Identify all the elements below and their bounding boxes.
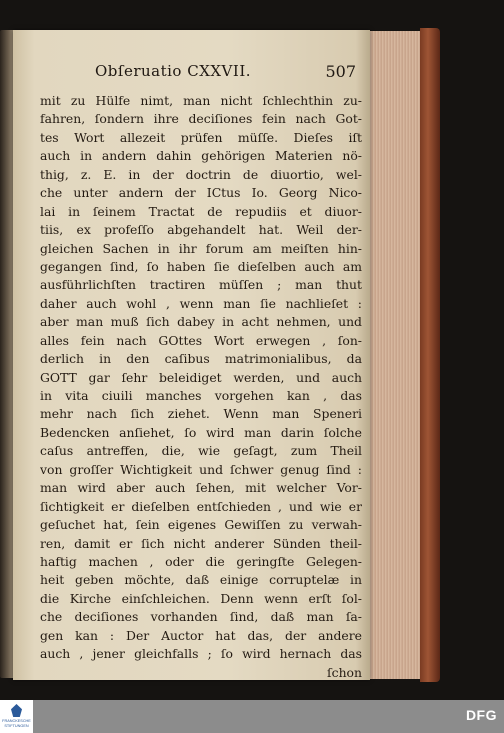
- text-line: gen kan : Der Auctor hat das, der andere: [40, 627, 362, 643]
- header-title: Obſeruatio CXXVII.: [95, 62, 252, 80]
- text-line: man wird aber auch ſehen, mit welcher Vor-: [40, 480, 362, 496]
- text-line: daher auch wohl , wenn man ſie nachlieſet :: [40, 295, 362, 311]
- text-line: che unter andern der ICtus Io. Georg Nico-: [40, 185, 362, 201]
- text-line: gegangen ſind, ſo haben ſie dieſelben auch am: [40, 258, 362, 274]
- text-line: mit zu Hülfe nimt, man nicht ſchlechthin zu-: [40, 93, 362, 108]
- text-line: aber man muß ſich dabey in acht nehmen, und: [40, 314, 362, 330]
- text-line: mehr nach ſich ziehet. Wenn man Speneri: [40, 406, 362, 422]
- footer-bar: [0, 700, 504, 733]
- book-cover: [420, 28, 440, 682]
- text-line: haftig machen , oder die geringſte Gelegen-: [40, 553, 362, 569]
- running-header: [30, 62, 360, 84]
- text-line: fahren, ſondern ihre deciſiones fein nach Got-: [40, 111, 362, 127]
- dfg-logo: DFG: [465, 707, 497, 723]
- text-line: auch , jener gleichfalls ; ſo wird hernach das: [40, 646, 362, 662]
- text-line: thig, z. E. in der doctrin de diuortio, wel-: [40, 166, 362, 182]
- text-line: lai in ſeinem Tractat de repudiis et diuor-: [40, 203, 362, 219]
- text-line: alles fein nach GOttes Wort erwegen , ſon-: [40, 332, 362, 348]
- text-line: gleichen Sachen in ihr forum am meiſten hin-: [40, 240, 362, 256]
- body-text: [40, 92, 362, 682]
- text-line: heit geben möchte, daß einige corruptelæ in: [40, 572, 362, 588]
- text-line: ſichtigkeit er dieſelben entſchieden , und wie er: [40, 498, 362, 514]
- text-line: ausführlichſten tractiren müſſen ; man thut: [40, 277, 362, 293]
- text-line: caſus antreffen, die, wie geſagt, zum Theil: [40, 443, 362, 459]
- text-line: auch in andern dahin gehörigen Materien nö-: [40, 148, 362, 164]
- page-number: 507: [325, 62, 356, 81]
- text-line: ren, damit er ſich nicht anderer Sünden theil-: [40, 535, 362, 551]
- text-line: geſuchet hat, ſein eigenes Gewiſſen zu verwah-: [40, 517, 362, 533]
- text-line: die Kirche einſchleichen. Denn wenn erſt ſol-: [40, 590, 362, 606]
- text-line: derlich in den caſibus matrimonialibus, da: [40, 351, 362, 367]
- logo-text: FRANCKESCHE STIFTUNGEN: [2, 719, 31, 728]
- text-line: Bedencken anſiehet, ſo wird man darin ſolche: [40, 424, 362, 440]
- text-line: tes Wort allezeit prüfen müſſe. Dieſes iſt: [40, 129, 362, 145]
- text-line: tiis, ex profeſſo abgehandelt hat. Weil der-: [40, 222, 362, 238]
- text-line: von groſſer Wichtigkeit und ſchwer genug ſind :: [40, 461, 362, 477]
- catchword: ſchon: [327, 664, 362, 680]
- text-line: in vita ciuili manches vorgehen kan , das: [40, 388, 362, 403]
- text-line: GOTT gar ſehr beleidiget werden, und auch: [40, 369, 362, 385]
- text-line: che deciſiones vorhanden ſind, daß man ſa-: [40, 609, 362, 625]
